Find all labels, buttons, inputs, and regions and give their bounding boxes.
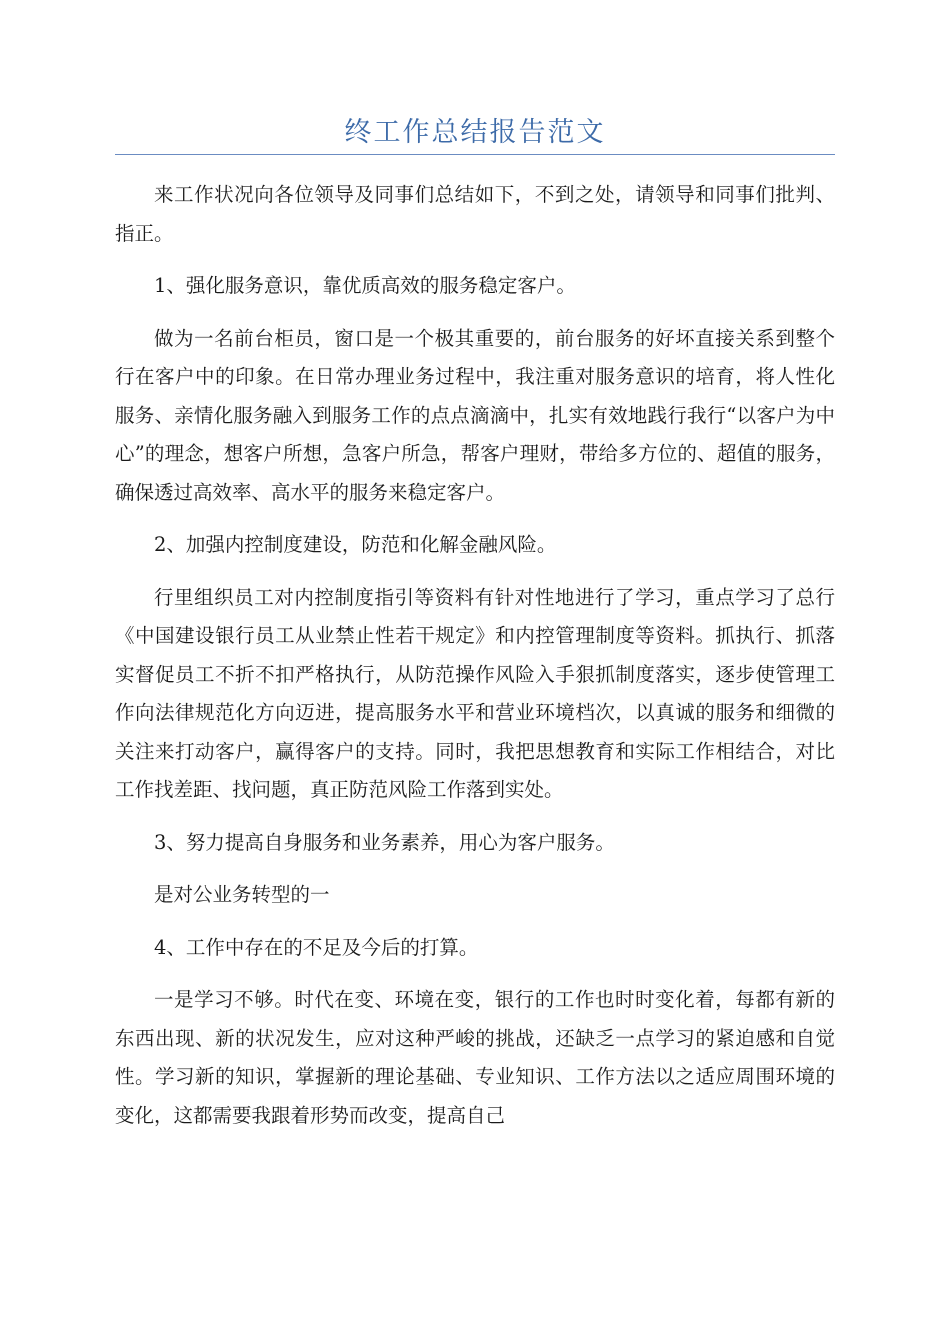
paragraph-intro: 来工作状况向各位领导及同事们总结如下，不到之处，请领导和同事们批判、指正。 xyxy=(115,183,835,245)
paragraph-fragment: 是对公业务转型的一 xyxy=(154,883,330,906)
document-body xyxy=(115,176,835,1149)
document-title: 终工作总结报告范文 xyxy=(344,117,606,148)
section-heading-4: 4、工作中存在的不足及今后的打算。 xyxy=(154,935,479,959)
section-heading-2: 2、加强内控制度建设，防范和化解金融风险。 xyxy=(154,533,557,556)
paragraph-service: 做为一名前台柜员，窗口是一个极其重要的，前台服务的好坏直接关系到整个行在客户中的印象。在日常办理业务过程中，我注重对服务意识的培育，将人性化服务、亲情化服务融入到服务工作的点点滴滴中，扎实有效地践行我行“以客户为中心”的理念，想客户所想，急客户所急，帮客户理财，带给多方位的、超值的服务，确保透过高效率、高水平的服务来稳定客户。 xyxy=(115,326,835,504)
paragraph-shortcomings: 一是学习不够。时代在变、环境在变，银行的工作也时时变化着，每都有新的东西出现、新的状况发生，应对这种严峻的挑战，还缺乏一点学习的紧迫感和自觉性。学习新的知识，掌握新的理论基础、专业知识、工作方法以之适应周围环境的变化，这都需要我跟着形势而改变，提高自己 xyxy=(115,988,835,1127)
title-underline xyxy=(115,154,835,155)
paragraph-internal-control: 行里组织员工对内控制度指引等资料有针对性地进行了学习，重点学习了总行《中国建设银行员工从业禁止性若干规定》和内控管理制度等资料。抓执行、抓落实督促员工不折不扣严格执行，从防范操作风险入手狠抓制度落实，逐步使管理工作向法律规范化方向迈进，提高服务水平和营业环境档次，以真诚的服务和细微的关注来打动客户，赢得客户的支持。同时，我把思想教育和实际工作相结合，对比工作找差距、找问题，真正防范风险工作落到实处。 xyxy=(115,585,835,801)
section-heading-1: 1、强化服务意识，靠优质高效的服务稳定客户。 xyxy=(154,274,576,297)
section-heading-3: 3、努力提高自身服务和业务素养，用心为客户服务。 xyxy=(154,830,615,854)
